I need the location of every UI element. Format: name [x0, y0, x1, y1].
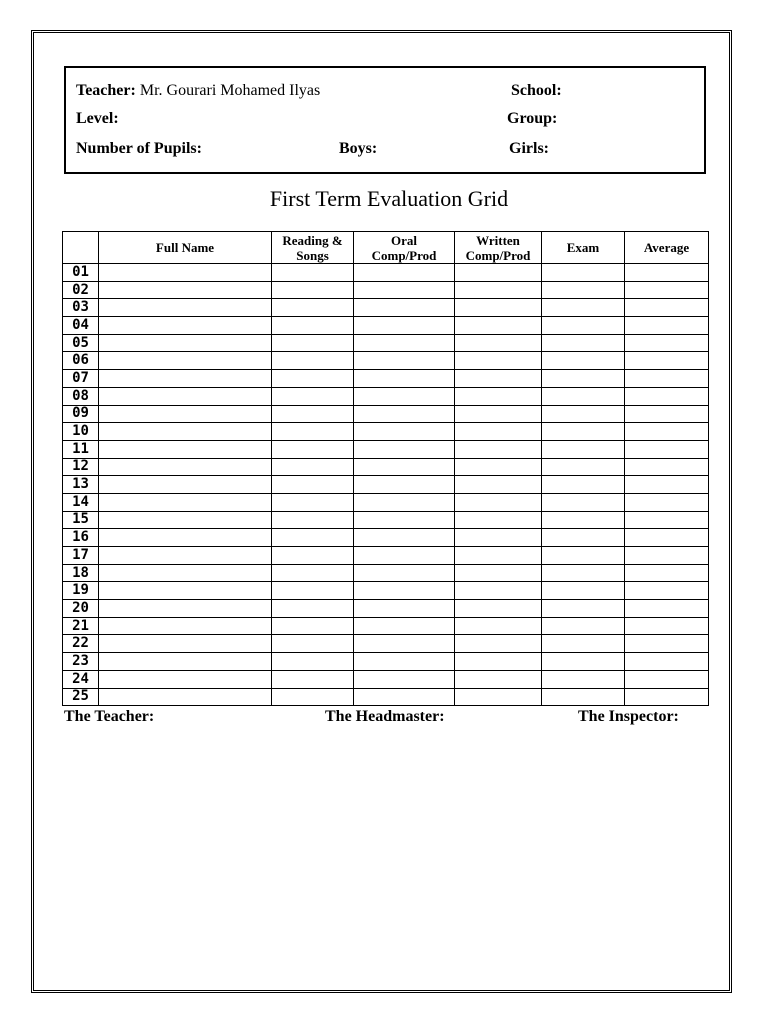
- row-number: 23: [63, 653, 99, 671]
- written-comp-prod-cell[interactable]: [455, 511, 542, 529]
- oral-comp-prod-cell[interactable]: [354, 653, 455, 671]
- written-comp-prod-cell[interactable]: [455, 688, 542, 706]
- column-header-average: Average: [625, 232, 709, 264]
- table-row: [63, 511, 709, 529]
- reading-songs-cell[interactable]: [272, 334, 354, 352]
- row-number: 15: [63, 511, 99, 529]
- average-cell[interactable]: [625, 458, 709, 476]
- average-cell[interactable]: [625, 529, 709, 547]
- full-name-cell[interactable]: [99, 334, 272, 352]
- reading-songs-cell[interactable]: [272, 458, 354, 476]
- exam-cell[interactable]: [542, 547, 625, 565]
- reading-songs-cell[interactable]: [272, 264, 354, 282]
- oral-comp-prod-cell[interactable]: [354, 423, 455, 441]
- inspector-signature-label: The Inspector:: [578, 708, 679, 725]
- exam-cell[interactable]: [542, 635, 625, 653]
- teacher-label: Teacher:: [76, 82, 136, 99]
- written-comp-prod-cell[interactable]: [455, 281, 542, 299]
- written-comp-prod-cell[interactable]: [455, 529, 542, 547]
- reading-songs-cell[interactable]: [272, 352, 354, 370]
- reading-songs-cell[interactable]: [272, 476, 354, 494]
- group-field: [507, 110, 557, 128]
- column-header-full-name: Full Name: [99, 232, 272, 264]
- written-comp-prod-cell[interactable]: [455, 476, 542, 494]
- written-comp-prod-cell[interactable]: [455, 582, 542, 600]
- row-number: 12: [63, 458, 99, 476]
- written-comp-prod-cell[interactable]: [455, 617, 542, 635]
- row-number: 01: [63, 264, 99, 282]
- written-comp-prod-cell[interactable]: [455, 423, 542, 441]
- average-cell[interactable]: [625, 370, 709, 388]
- full-name-cell[interactable]: [99, 440, 272, 458]
- oral-comp-prod-cell[interactable]: [354, 670, 455, 688]
- row-number: 11: [63, 440, 99, 458]
- table-row: [63, 334, 709, 352]
- full-name-cell[interactable]: [99, 688, 272, 706]
- exam-cell[interactable]: [542, 264, 625, 282]
- row-number: 17: [63, 547, 99, 565]
- average-cell[interactable]: [625, 564, 709, 582]
- full-name-cell[interactable]: [99, 582, 272, 600]
- row-number: 21: [63, 617, 99, 635]
- exam-cell[interactable]: [542, 582, 625, 600]
- row-number: 07: [63, 370, 99, 388]
- oral-comp-prod-cell[interactable]: [354, 635, 455, 653]
- pupils-field: [76, 140, 202, 158]
- oral-comp-prod-cell[interactable]: [354, 281, 455, 299]
- row-number: 02: [63, 281, 99, 299]
- average-cell[interactable]: [625, 688, 709, 706]
- exam-cell[interactable]: [542, 688, 625, 706]
- full-name-cell[interactable]: [99, 493, 272, 511]
- full-name-cell[interactable]: [99, 281, 272, 299]
- oral-comp-prod-cell[interactable]: [354, 440, 455, 458]
- average-cell[interactable]: [625, 600, 709, 618]
- average-cell[interactable]: [625, 387, 709, 405]
- column-header-number: [63, 232, 99, 264]
- average-cell[interactable]: [625, 264, 709, 282]
- oral-comp-prod-cell[interactable]: [354, 493, 455, 511]
- table-row: [63, 264, 709, 282]
- oral-comp-prod-cell[interactable]: [354, 617, 455, 635]
- average-cell[interactable]: [625, 511, 709, 529]
- average-cell[interactable]: [625, 334, 709, 352]
- teacher-field: [76, 82, 320, 100]
- written-comp-prod-cell[interactable]: [455, 493, 542, 511]
- reading-songs-cell[interactable]: [272, 370, 354, 388]
- written-comp-prod-cell[interactable]: [455, 264, 542, 282]
- exam-cell[interactable]: [542, 387, 625, 405]
- table-row: [63, 352, 709, 370]
- reading-songs-cell[interactable]: [272, 670, 354, 688]
- oral-comp-prod-cell[interactable]: [354, 405, 455, 423]
- average-cell[interactable]: [625, 670, 709, 688]
- reading-songs-cell[interactable]: [272, 440, 354, 458]
- table-row: [63, 547, 709, 565]
- column-header-oral-comp-prod: Oral Comp/Prod: [354, 232, 455, 264]
- average-cell[interactable]: [625, 635, 709, 653]
- pupils-label: Number of Pupils:: [76, 140, 202, 157]
- girls-field: [509, 140, 549, 158]
- oral-comp-prod-cell[interactable]: [354, 264, 455, 282]
- info-box: [64, 66, 706, 174]
- evaluation-grid: [62, 231, 709, 706]
- average-cell[interactable]: [625, 317, 709, 335]
- table-row: [63, 476, 709, 494]
- oral-comp-prod-cell[interactable]: [354, 564, 455, 582]
- oral-comp-prod-cell[interactable]: [354, 334, 455, 352]
- average-cell[interactable]: [625, 547, 709, 565]
- row-number: 22: [63, 635, 99, 653]
- exam-cell[interactable]: [542, 653, 625, 671]
- row-number: 18: [63, 564, 99, 582]
- table-row: [63, 635, 709, 653]
- full-name-cell[interactable]: [99, 617, 272, 635]
- reading-songs-cell[interactable]: [272, 600, 354, 618]
- row-number: 20: [63, 600, 99, 618]
- column-header-written-comp-prod: Written Comp/Prod: [455, 232, 542, 264]
- table-row: [63, 582, 709, 600]
- page-title: First Term Evaluation Grid: [269, 186, 509, 211]
- exam-cell[interactable]: [542, 617, 625, 635]
- full-name-cell[interactable]: [99, 264, 272, 282]
- exam-cell[interactable]: [542, 600, 625, 618]
- oral-comp-prod-cell[interactable]: [354, 352, 455, 370]
- average-cell[interactable]: [625, 299, 709, 317]
- table-row: [63, 600, 709, 618]
- row-number: 25: [63, 688, 99, 706]
- exam-cell[interactable]: [542, 405, 625, 423]
- row-number: 10: [63, 423, 99, 441]
- row-number: 04: [63, 317, 99, 335]
- reading-songs-cell[interactable]: [272, 582, 354, 600]
- reading-songs-cell[interactable]: [272, 529, 354, 547]
- table-row: [63, 688, 709, 706]
- written-comp-prod-cell[interactable]: [455, 334, 542, 352]
- written-comp-prod-cell[interactable]: [455, 370, 542, 388]
- column-header-exam: Exam: [542, 232, 625, 264]
- row-number: 14: [63, 493, 99, 511]
- written-comp-prod-cell[interactable]: [455, 635, 542, 653]
- written-comp-prod-cell[interactable]: [455, 653, 542, 671]
- level-field: [76, 110, 119, 128]
- oral-comp-prod-cell[interactable]: [354, 600, 455, 618]
- full-name-cell[interactable]: [99, 600, 272, 618]
- boys-field: [339, 140, 377, 158]
- reading-songs-cell[interactable]: [272, 653, 354, 671]
- row-number: 08: [63, 387, 99, 405]
- average-cell[interactable]: [625, 405, 709, 423]
- teacher-signature-label: The Teacher:: [64, 708, 155, 725]
- exam-cell[interactable]: [542, 370, 625, 388]
- full-name-cell[interactable]: [99, 317, 272, 335]
- full-name-cell[interactable]: [99, 405, 272, 423]
- table-row: [63, 387, 709, 405]
- reading-songs-cell[interactable]: [272, 299, 354, 317]
- average-cell[interactable]: [625, 440, 709, 458]
- exam-cell[interactable]: [542, 352, 625, 370]
- table-row: [63, 493, 709, 511]
- full-name-cell[interactable]: [99, 423, 272, 441]
- table-row: [63, 670, 709, 688]
- full-name-cell[interactable]: [99, 547, 272, 565]
- row-number: 06: [63, 352, 99, 370]
- table-row: [63, 458, 709, 476]
- oral-comp-prod-cell[interactable]: [354, 299, 455, 317]
- written-comp-prod-cell[interactable]: [455, 600, 542, 618]
- full-name-cell[interactable]: [99, 352, 272, 370]
- exam-cell[interactable]: [542, 299, 625, 317]
- reading-songs-cell[interactable]: [272, 688, 354, 706]
- written-comp-prod-cell[interactable]: [455, 670, 542, 688]
- written-comp-prod-cell[interactable]: [455, 299, 542, 317]
- average-cell[interactable]: [625, 352, 709, 370]
- full-name-cell[interactable]: [99, 458, 272, 476]
- reading-songs-cell[interactable]: [272, 564, 354, 582]
- exam-cell[interactable]: [542, 476, 625, 494]
- table-row: [63, 617, 709, 635]
- written-comp-prod-cell[interactable]: [455, 440, 542, 458]
- row-number: 19: [63, 582, 99, 600]
- level-label: Level:: [76, 110, 119, 127]
- exam-cell[interactable]: [542, 281, 625, 299]
- written-comp-prod-cell[interactable]: [455, 547, 542, 565]
- reading-songs-cell[interactable]: [272, 387, 354, 405]
- full-name-cell[interactable]: [99, 387, 272, 405]
- oral-comp-prod-cell[interactable]: [354, 582, 455, 600]
- table-row: [63, 423, 709, 441]
- average-cell[interactable]: [625, 281, 709, 299]
- reading-songs-cell[interactable]: [272, 281, 354, 299]
- full-name-cell[interactable]: [99, 564, 272, 582]
- reading-songs-cell[interactable]: [272, 317, 354, 335]
- table-row: [63, 564, 709, 582]
- exam-cell[interactable]: [542, 529, 625, 547]
- reading-songs-cell[interactable]: [272, 635, 354, 653]
- reading-songs-cell[interactable]: [272, 493, 354, 511]
- written-comp-prod-cell[interactable]: [455, 564, 542, 582]
- full-name-cell[interactable]: [99, 476, 272, 494]
- exam-cell[interactable]: [542, 458, 625, 476]
- average-cell[interactable]: [625, 617, 709, 635]
- full-name-cell[interactable]: [99, 635, 272, 653]
- row-number: 13: [63, 476, 99, 494]
- oral-comp-prod-cell[interactable]: [354, 458, 455, 476]
- written-comp-prod-cell[interactable]: [455, 405, 542, 423]
- exam-cell[interactable]: [542, 564, 625, 582]
- table-row: [63, 529, 709, 547]
- school-label: School:: [511, 82, 562, 99]
- table-row: [63, 317, 709, 335]
- reading-songs-cell[interactable]: [272, 511, 354, 529]
- oral-comp-prod-cell[interactable]: [354, 547, 455, 565]
- boys-label: Boys:: [339, 140, 378, 157]
- reading-songs-cell[interactable]: [272, 423, 354, 441]
- exam-cell[interactable]: [542, 670, 625, 688]
- reading-songs-cell[interactable]: [272, 547, 354, 565]
- average-cell[interactable]: [625, 493, 709, 511]
- oral-comp-prod-cell[interactable]: [354, 387, 455, 405]
- full-name-cell[interactable]: [99, 511, 272, 529]
- oral-comp-prod-cell[interactable]: [354, 511, 455, 529]
- written-comp-prod-cell[interactable]: [455, 458, 542, 476]
- oral-comp-prod-cell[interactable]: [354, 476, 455, 494]
- oral-comp-prod-cell[interactable]: [354, 317, 455, 335]
- exam-cell[interactable]: [542, 317, 625, 335]
- full-name-cell[interactable]: [99, 299, 272, 317]
- table-row: [63, 440, 709, 458]
- row-number: 05: [63, 334, 99, 352]
- oral-comp-prod-cell[interactable]: [354, 370, 455, 388]
- exam-cell[interactable]: [542, 440, 625, 458]
- full-name-cell[interactable]: [99, 653, 272, 671]
- written-comp-prod-cell[interactable]: [455, 317, 542, 335]
- oral-comp-prod-cell[interactable]: [354, 688, 455, 706]
- table-row: [63, 370, 709, 388]
- table-row: [63, 405, 709, 423]
- group-label: Group:: [507, 110, 558, 127]
- grid-header-row: [63, 232, 709, 264]
- written-comp-prod-cell[interactable]: [455, 387, 542, 405]
- column-header-reading-songs: Reading & Songs: [272, 232, 354, 264]
- girls-label: Girls:: [509, 140, 549, 157]
- exam-cell[interactable]: [542, 493, 625, 511]
- oral-comp-prod-cell[interactable]: [354, 529, 455, 547]
- average-cell[interactable]: [625, 423, 709, 441]
- row-number: 16: [63, 529, 99, 547]
- table-row: [63, 653, 709, 671]
- full-name-cell[interactable]: [99, 670, 272, 688]
- school-field: [511, 82, 562, 100]
- written-comp-prod-cell[interactable]: [455, 352, 542, 370]
- row-number: 24: [63, 670, 99, 688]
- row-number: 03: [63, 299, 99, 317]
- reading-songs-cell[interactable]: [272, 617, 354, 635]
- exam-cell[interactable]: [542, 334, 625, 352]
- average-cell[interactable]: [625, 476, 709, 494]
- full-name-cell[interactable]: [99, 370, 272, 388]
- average-cell[interactable]: [625, 582, 709, 600]
- average-cell[interactable]: [625, 653, 709, 671]
- reading-songs-cell[interactable]: [272, 405, 354, 423]
- row-number: 09: [63, 405, 99, 423]
- table-row: [63, 281, 709, 299]
- table-row: [63, 299, 709, 317]
- exam-cell[interactable]: [542, 423, 625, 441]
- teacher-value: Mr. Gourari Mohamed Ilyas: [139, 82, 321, 99]
- headmaster-signature-label: The Headmaster:: [325, 708, 445, 725]
- exam-cell[interactable]: [542, 511, 625, 529]
- full-name-cell[interactable]: [99, 529, 272, 547]
- grid-body: [63, 264, 709, 706]
